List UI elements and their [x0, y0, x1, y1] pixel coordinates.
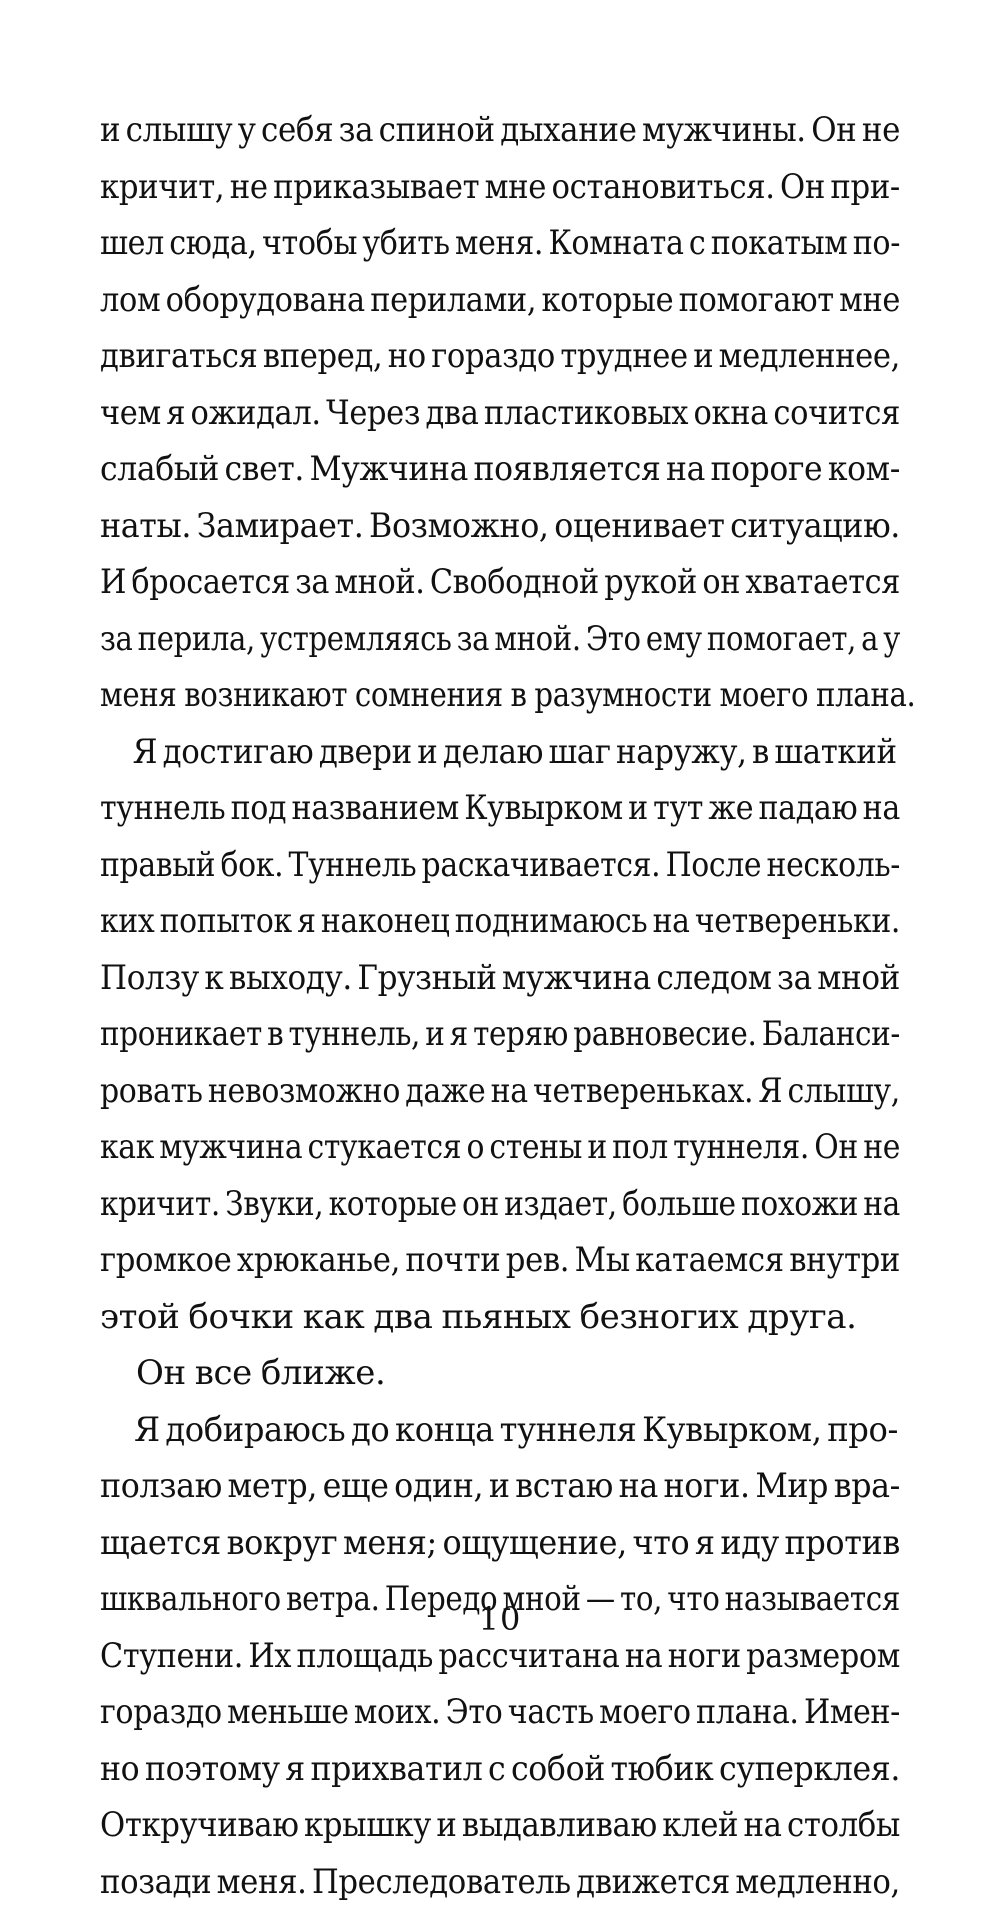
- word: почти: [405, 1232, 500, 1289]
- text-line: [100, 837, 900, 894]
- word: себя: [261, 102, 333, 159]
- word: как: [100, 1119, 154, 1176]
- word: Туннель: [289, 837, 417, 894]
- word: ему: [646, 611, 702, 668]
- word: остановиться.: [552, 159, 775, 216]
- word: что: [632, 1515, 689, 1572]
- word: добираюсь: [165, 1402, 345, 1459]
- word: ком-: [828, 441, 900, 498]
- word: рев.: [506, 1232, 569, 1289]
- word: делаю: [443, 724, 543, 781]
- word: же: [708, 780, 753, 837]
- word: и: [587, 1119, 607, 1176]
- word: раскачивается.: [422, 837, 661, 894]
- word: один,: [394, 1458, 483, 1515]
- word: пьяных: [441, 1289, 570, 1346]
- word: пластиковых: [484, 385, 688, 442]
- word: то,: [620, 1571, 662, 1628]
- word: издает,: [504, 1176, 617, 1233]
- word: меня.: [217, 1854, 307, 1910]
- word: Это: [586, 611, 641, 668]
- word: Их: [248, 1628, 291, 1685]
- word: не: [862, 102, 900, 159]
- word: туннеля.: [673, 1119, 809, 1176]
- word: в: [267, 1006, 283, 1063]
- word: что: [667, 1571, 719, 1628]
- word: мной.: [494, 611, 580, 668]
- word: кричит,: [100, 159, 224, 216]
- word: Имен-: [804, 1684, 900, 1741]
- word: этой: [100, 1289, 179, 1346]
- text-line: [100, 1289, 900, 1346]
- word: по-: [853, 215, 900, 272]
- word: И: [100, 554, 126, 611]
- word: Баланси-: [762, 1006, 900, 1063]
- word: —: [586, 1571, 615, 1628]
- word: появляется: [474, 441, 661, 498]
- word: выдавливаю: [462, 1797, 657, 1854]
- word: Комната: [548, 215, 683, 272]
- word: приказывает: [273, 159, 479, 216]
- text-line: [100, 102, 900, 159]
- word: Он: [136, 1345, 186, 1402]
- word: убить: [362, 215, 449, 272]
- word: я: [285, 1741, 305, 1798]
- word: все: [195, 1345, 252, 1402]
- word: у: [883, 611, 900, 668]
- word: наты.: [100, 498, 191, 555]
- word: бочки: [188, 1289, 293, 1346]
- word: под: [231, 780, 287, 837]
- word: моих.: [354, 1684, 440, 1741]
- word: Звуки,: [225, 1176, 323, 1233]
- word: Возможно,: [369, 498, 549, 555]
- word: труднее: [560, 328, 687, 385]
- body-text: [100, 102, 900, 1910]
- word: на: [619, 1458, 658, 1515]
- word: ближе.: [261, 1345, 386, 1402]
- word: моего: [720, 667, 809, 724]
- word: конца: [395, 1402, 494, 1459]
- text-line: [100, 1402, 898, 1459]
- word: устремляясь: [260, 611, 451, 668]
- word: перила,: [138, 611, 255, 668]
- text-line: [100, 554, 900, 611]
- word: и: [693, 328, 713, 385]
- word: оборудована: [166, 272, 365, 329]
- word: мужчина: [502, 950, 651, 1007]
- word: падаю: [758, 780, 857, 837]
- word: безногих: [580, 1289, 739, 1346]
- word: проникает: [100, 1006, 262, 1063]
- word: я: [450, 1006, 468, 1063]
- word: Он: [780, 159, 825, 216]
- word: Мир: [755, 1458, 828, 1515]
- word: я: [166, 385, 185, 442]
- word: Ступени.: [100, 1628, 243, 1685]
- word: следом: [656, 950, 771, 1007]
- word: как: [303, 1289, 365, 1346]
- word: и: [100, 102, 120, 159]
- word: наружу,: [616, 724, 747, 781]
- word: шел: [100, 215, 164, 272]
- text-line: [100, 498, 900, 555]
- word: вокруг: [227, 1515, 338, 1572]
- word: размером: [746, 1628, 900, 1685]
- word: похожи: [741, 1176, 858, 1233]
- word: ноги.: [664, 1458, 750, 1515]
- word: поэтому: [145, 1741, 280, 1798]
- word: о: [466, 1119, 484, 1176]
- text-line: [100, 215, 900, 272]
- word: не: [230, 159, 268, 216]
- word: крышку: [304, 1797, 431, 1854]
- word: помогает,: [707, 611, 856, 668]
- text-line: [100, 611, 900, 668]
- word: После: [666, 837, 762, 894]
- word: мне: [485, 159, 546, 216]
- word: на: [491, 1063, 528, 1120]
- word: внутри: [789, 1232, 900, 1289]
- word: на: [744, 1797, 782, 1854]
- word: пороге: [711, 441, 823, 498]
- text-line: [100, 1797, 900, 1854]
- word: мужчина: [159, 1119, 302, 1176]
- word: я: [297, 893, 315, 950]
- word: стукается: [308, 1119, 462, 1176]
- word: он: [702, 554, 740, 611]
- word: на: [653, 893, 690, 950]
- word: хватается: [745, 554, 900, 611]
- word: к: [204, 950, 223, 1007]
- text-line: [100, 1515, 900, 1572]
- word: названием: [292, 780, 459, 837]
- word: свет.: [225, 441, 304, 498]
- word: мной: [817, 950, 900, 1007]
- word: встаю: [515, 1458, 613, 1515]
- text-line: [100, 667, 900, 724]
- text-line: [100, 272, 900, 329]
- word: позади: [100, 1854, 211, 1910]
- word: четвереньках.: [533, 1063, 753, 1120]
- word: в: [752, 724, 769, 781]
- word: Я: [134, 1402, 160, 1459]
- word: друга.: [747, 1289, 856, 1346]
- word: столбы: [787, 1797, 900, 1854]
- word: равновесие.: [573, 1006, 756, 1063]
- word: выходу.: [229, 950, 352, 1007]
- word: площадь: [297, 1628, 434, 1685]
- word: даже: [405, 1063, 485, 1120]
- word: ких: [100, 893, 154, 950]
- word: мужчины.: [642, 102, 806, 159]
- text-line: [100, 950, 900, 1007]
- word: слышу: [126, 102, 233, 159]
- word: медленно,: [735, 1854, 900, 1910]
- word: Кувырком,: [642, 1402, 821, 1459]
- word: Кувырком: [464, 780, 623, 837]
- word: окна: [694, 385, 768, 442]
- text-line: [100, 893, 900, 950]
- word: мной: [503, 1571, 581, 1628]
- word: Замирает.: [197, 498, 364, 555]
- word: тут: [653, 780, 703, 837]
- word: меньше: [227, 1684, 348, 1741]
- word: за: [100, 611, 133, 668]
- word: спиной: [379, 102, 495, 159]
- word: моего: [599, 1684, 691, 1741]
- word: щается: [100, 1515, 221, 1572]
- text-line: [100, 724, 897, 781]
- word: меня: [100, 667, 176, 724]
- word: меня;: [343, 1515, 437, 1572]
- word: клей: [662, 1797, 738, 1854]
- word: покатым: [711, 215, 848, 272]
- text-line: [100, 1741, 900, 1798]
- word: Откручиваю: [100, 1797, 299, 1854]
- word: туннель,: [288, 1006, 420, 1063]
- word: два: [426, 385, 479, 442]
- word: возникают: [184, 667, 347, 724]
- word: тюбик: [610, 1741, 713, 1798]
- word: но: [100, 1741, 139, 1798]
- word: на: [625, 1628, 663, 1685]
- word: за: [777, 950, 812, 1007]
- word: рассчитана: [438, 1628, 619, 1685]
- word: не: [863, 1119, 900, 1176]
- word: за: [339, 102, 374, 159]
- text-line: [100, 1006, 900, 1063]
- word: Мы: [575, 1232, 630, 1289]
- word: плана.: [696, 1684, 799, 1741]
- word: ровать: [100, 1063, 203, 1120]
- word: суперклея.: [719, 1741, 900, 1798]
- word: но: [388, 328, 426, 385]
- word: меня.: [455, 215, 543, 272]
- word: собой: [511, 1741, 605, 1798]
- word: ветра.: [286, 1571, 380, 1628]
- word: туннель: [100, 780, 225, 837]
- word: разумности: [534, 667, 711, 724]
- word: еще: [323, 1458, 389, 1515]
- word: и: [489, 1458, 510, 1515]
- text-line: [100, 1854, 900, 1910]
- word: перилами,: [370, 272, 536, 329]
- page-number: 10: [0, 1600, 1000, 1638]
- text-line: [100, 780, 900, 837]
- word: бок.: [221, 837, 284, 894]
- word: Мужчина: [310, 441, 468, 498]
- word: несколь-: [767, 837, 900, 894]
- word: чем: [100, 385, 161, 442]
- word: пол: [612, 1119, 668, 1176]
- word: у: [238, 102, 256, 159]
- word: стены: [489, 1119, 582, 1176]
- word: Ползу: [100, 950, 199, 1007]
- word: Он: [811, 102, 856, 159]
- word: достигаю: [163, 724, 314, 781]
- word: Он: [814, 1119, 858, 1176]
- word: слышу,: [788, 1063, 900, 1120]
- text-line: [100, 1458, 900, 1515]
- word: часть: [508, 1684, 594, 1741]
- word: за: [457, 611, 490, 668]
- word: больше: [622, 1176, 736, 1233]
- word: вра-: [834, 1458, 900, 1515]
- word: невозможно: [208, 1063, 400, 1120]
- word: сочится: [773, 385, 900, 442]
- word: ощущение,: [443, 1515, 627, 1572]
- text-line: [100, 1119, 900, 1176]
- word: ползаю: [100, 1458, 222, 1515]
- word: помогают: [679, 272, 834, 329]
- word: при-: [830, 159, 900, 216]
- text-line: [100, 328, 900, 385]
- word: плана.: [816, 667, 915, 724]
- word: хрюканье,: [237, 1232, 400, 1289]
- word: а: [861, 611, 878, 668]
- word: двери: [319, 724, 412, 781]
- word: и: [417, 724, 437, 781]
- word: катаемся: [635, 1232, 784, 1289]
- word: оценивает: [554, 498, 724, 555]
- word: шаг: [549, 724, 611, 781]
- word: мной.: [334, 554, 424, 611]
- text-line: [100, 1684, 900, 1741]
- word: Свободной: [430, 554, 599, 611]
- word: туннеля: [500, 1402, 637, 1459]
- word: которые: [542, 272, 674, 329]
- text-line: [100, 1232, 900, 1289]
- text-line: [100, 159, 900, 216]
- word: до: [351, 1402, 389, 1459]
- word: четвереньки.: [695, 893, 900, 950]
- word: громкое: [100, 1232, 231, 1289]
- word: на: [863, 1176, 900, 1233]
- word: называется: [725, 1571, 900, 1628]
- text-line: [100, 1176, 900, 1233]
- word: поднимаюсь: [455, 893, 648, 950]
- word: я: [695, 1515, 715, 1572]
- word: медленнее,: [719, 328, 900, 385]
- word: вперед,: [263, 328, 382, 385]
- word: шаткий: [774, 724, 896, 781]
- word: в: [511, 667, 527, 724]
- word: рукой: [604, 554, 697, 611]
- word: которые: [329, 1176, 457, 1233]
- word: мне: [839, 272, 900, 329]
- word: двигаться: [100, 328, 258, 385]
- word: на: [666, 441, 705, 498]
- word: против: [785, 1515, 901, 1572]
- word: дыхание: [500, 102, 636, 159]
- word: и: [628, 780, 648, 837]
- word: Передо: [385, 1571, 498, 1628]
- word: на: [863, 780, 900, 837]
- word: гораздо: [100, 1684, 222, 1741]
- word: и: [436, 1797, 456, 1854]
- text-line: [100, 1063, 900, 1120]
- text-line: [100, 1345, 900, 1402]
- word: он: [462, 1176, 499, 1233]
- word: за: [295, 554, 329, 611]
- word: движется: [576, 1854, 730, 1910]
- word: с: [488, 1741, 505, 1798]
- word: чтобы: [262, 215, 357, 272]
- word: попыток: [160, 893, 292, 950]
- word: с: [689, 215, 706, 272]
- word: сюда,: [169, 215, 256, 272]
- word: иду: [720, 1515, 779, 1572]
- word: два: [373, 1289, 432, 1346]
- text-line: [100, 441, 900, 498]
- word: кричит.: [100, 1176, 220, 1233]
- word: Грузный: [357, 950, 496, 1007]
- word: и: [425, 1006, 444, 1063]
- word: лом: [100, 272, 160, 329]
- word: ноги: [668, 1628, 741, 1685]
- text-line: [100, 385, 900, 442]
- word: Я: [133, 724, 158, 781]
- word: сомнения: [355, 667, 503, 724]
- word: Это: [446, 1684, 503, 1741]
- word: шквального: [100, 1571, 281, 1628]
- word: прихватил: [310, 1741, 482, 1798]
- word: бросается: [131, 554, 289, 611]
- word: наконец: [321, 893, 450, 950]
- word: правый: [100, 837, 215, 894]
- word: Я: [758, 1063, 782, 1120]
- word: теряю: [473, 1006, 568, 1063]
- word: гораздо: [431, 328, 555, 385]
- word: Через: [326, 385, 420, 442]
- word: ожидал.: [190, 385, 320, 442]
- word: Преследователь: [312, 1854, 571, 1910]
- word: слабый: [100, 441, 219, 498]
- word: про-: [827, 1402, 898, 1459]
- word: ситуацию.: [730, 498, 900, 555]
- word: метр,: [228, 1458, 317, 1515]
